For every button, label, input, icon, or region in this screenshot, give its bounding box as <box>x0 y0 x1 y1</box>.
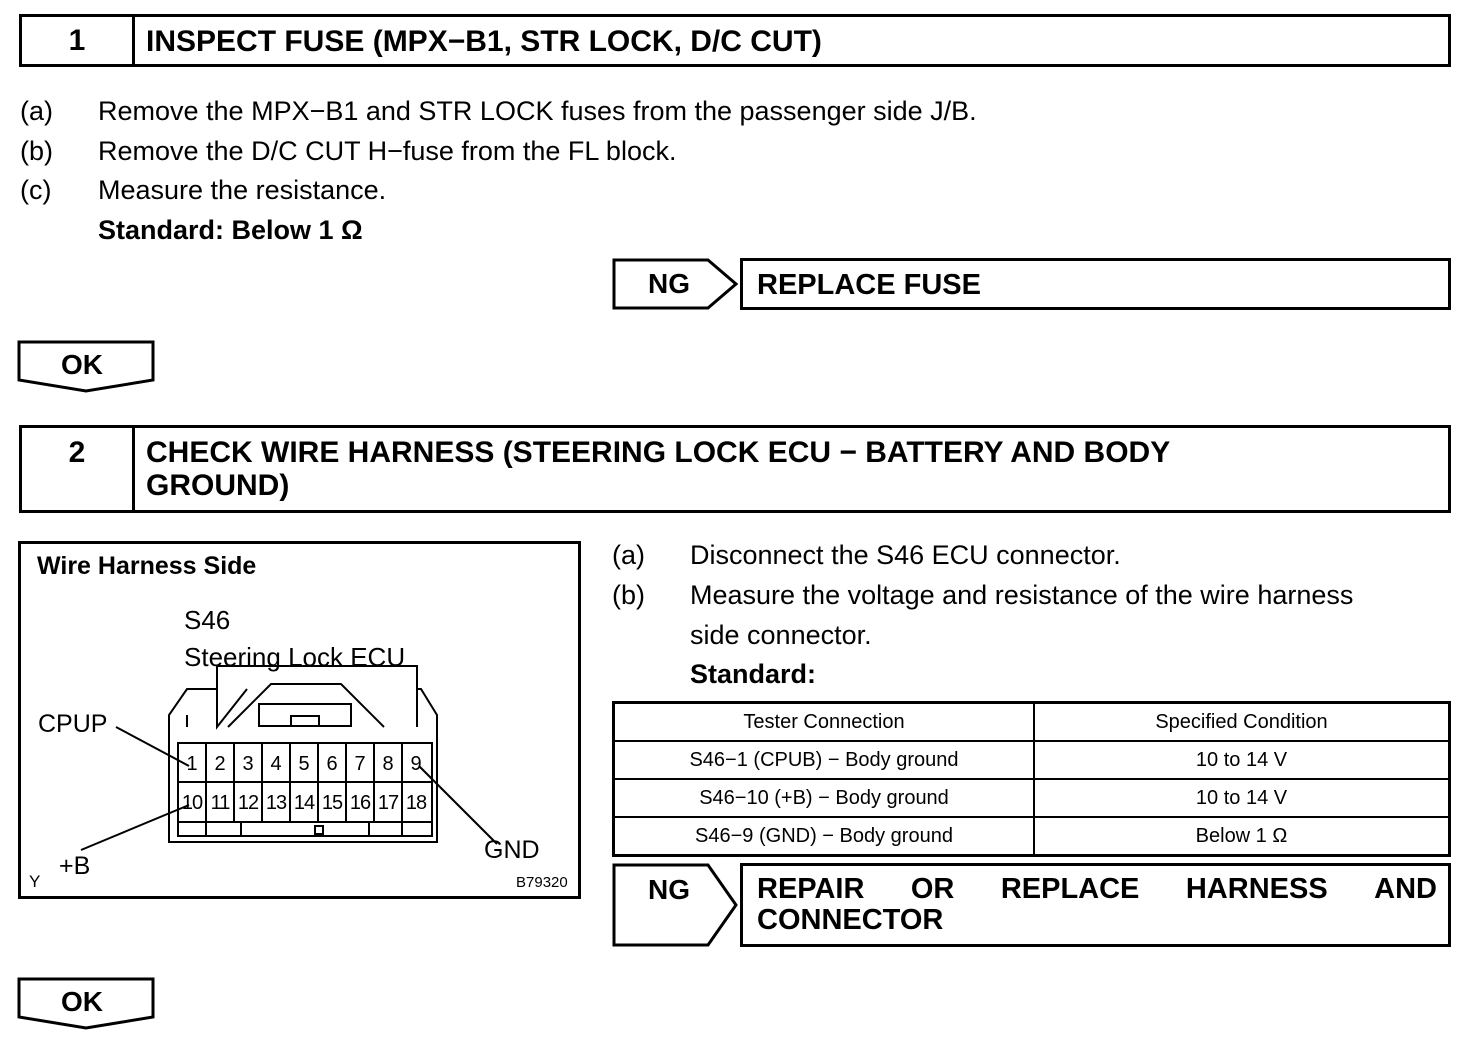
pin-6: 6 <box>326 753 338 775</box>
wire-harness-diagram <box>18 541 581 899</box>
diagram-heading: Wire Harness Side <box>37 552 257 580</box>
pin-12: 12 <box>237 792 259 814</box>
ng-word: AND <box>1374 873 1437 905</box>
step2-item-a-label: (a) <box>612 540 645 570</box>
step2-standard: Standard: <box>690 659 817 689</box>
step1-item-b-label: (b) <box>20 136 53 166</box>
step1-item-b <box>20 136 1420 166</box>
step1-item-c-text: Measure the resistance. <box>98 175 387 205</box>
label-gnd: GND <box>484 836 540 864</box>
ng-word: REPAIR <box>757 873 865 905</box>
pin-10: 10 <box>181 792 203 814</box>
pin-5: 5 <box>298 753 310 775</box>
step2-item-b <box>612 580 1462 650</box>
step2-ok-label: OK <box>61 986 103 1017</box>
pin-16: 16 <box>349 792 371 814</box>
step1-item-c <box>20 175 1420 205</box>
step1-ok-label: OK <box>61 349 103 380</box>
table-row <box>614 817 1450 856</box>
step1-item-a <box>20 96 1420 126</box>
pin-7: 7 <box>354 753 366 775</box>
table-cell: Below 1 Ω <box>1034 817 1450 856</box>
step1-item-a-label: (a) <box>20 96 53 126</box>
step1-item-c-label: (c) <box>20 175 52 205</box>
figure-code: B79320 <box>516 874 568 891</box>
step2-header <box>19 425 1451 513</box>
step2-ng-action-box <box>740 863 1451 947</box>
step2-item-b-label: (b) <box>612 580 645 610</box>
table-cell: 10 to 14 V <box>1034 741 1450 779</box>
step1-item-a-text: Remove the MPX−B1 and STR LOCK fuses from the passenger side J/B. <box>98 96 977 126</box>
table-row <box>614 779 1450 817</box>
table-cell: S46−10 (+B) − Body ground <box>614 779 1035 817</box>
connector-name: Steering Lock ECU <box>184 642 406 672</box>
pin-3: 3 <box>242 753 254 775</box>
table-cell: S46−9 (GND) − Body ground <box>614 817 1035 856</box>
step1-title: INSPECT FUSE (MPX−B1, STR LOCK, D/C CUT) <box>146 25 822 58</box>
pin-4: 4 <box>270 753 282 775</box>
step2-item-b-text2: side connector. <box>690 620 872 650</box>
label-plus-b: +B <box>59 852 91 880</box>
ng-word: OR <box>910 873 955 905</box>
pin-15: 15 <box>321 792 343 814</box>
pin-8: 8 <box>382 753 394 775</box>
step2-item-a-text: Disconnect the S46 ECU connector. <box>690 540 1121 570</box>
pin-18: 18 <box>405 792 427 814</box>
step2-ng-label: NG <box>648 874 690 905</box>
pin-2: 2 <box>214 753 226 775</box>
step1-item-b-text: Remove the D/C CUT H−fuse from the FL block. <box>98 136 677 166</box>
label-cpup: CPUP <box>38 710 108 738</box>
pin-14: 14 <box>293 792 315 814</box>
pin-9: 9 <box>410 753 422 775</box>
connector-drawing <box>21 544 581 899</box>
step2-ng-action-line1 <box>757 874 1437 905</box>
pin-17: 17 <box>377 792 399 814</box>
pin-13: 13 <box>265 792 287 814</box>
step2-number: 2 <box>22 428 135 510</box>
pin-1: 1 <box>186 753 198 775</box>
table-row <box>614 741 1450 779</box>
step1-ng-action-box <box>740 258 1451 310</box>
step2-item-a <box>612 540 1462 570</box>
ng-word: HARNESS <box>1185 873 1328 905</box>
table-header-cell: Specified Condition <box>1034 703 1450 742</box>
step2-title-line2: GROUND) <box>146 469 290 502</box>
table-header-row <box>614 703 1450 742</box>
table-cell: S46−1 (CPUB) − Body ground <box>614 741 1035 779</box>
step2-ng-action-line2: CONNECTOR <box>757 904 944 936</box>
spec-table <box>612 701 1451 857</box>
table-cell: 10 to 14 V <box>1034 779 1450 817</box>
step1-ng-label: NG <box>648 268 690 299</box>
step1-ng-action: REPLACE FUSE <box>757 269 981 301</box>
pin-11: 11 <box>210 792 230 814</box>
ng-word: REPLACE <box>1000 873 1140 905</box>
table-header-cell: Tester Connection <box>614 703 1035 742</box>
step2-title-line1: CHECK WIRE HARNESS (STEERING LOCK ECU − BATTERY AND BODY <box>146 436 1171 469</box>
connector-id: S46 <box>184 605 231 635</box>
step2-item-b-text: Measure the voltage and resistance of the wire harness <box>690 580 1354 610</box>
step1-header <box>19 14 1451 67</box>
corner-mark: Y <box>29 872 41 891</box>
step1-standard: Standard: Below 1 Ω <box>98 215 363 245</box>
step1-number: 1 <box>22 17 135 64</box>
